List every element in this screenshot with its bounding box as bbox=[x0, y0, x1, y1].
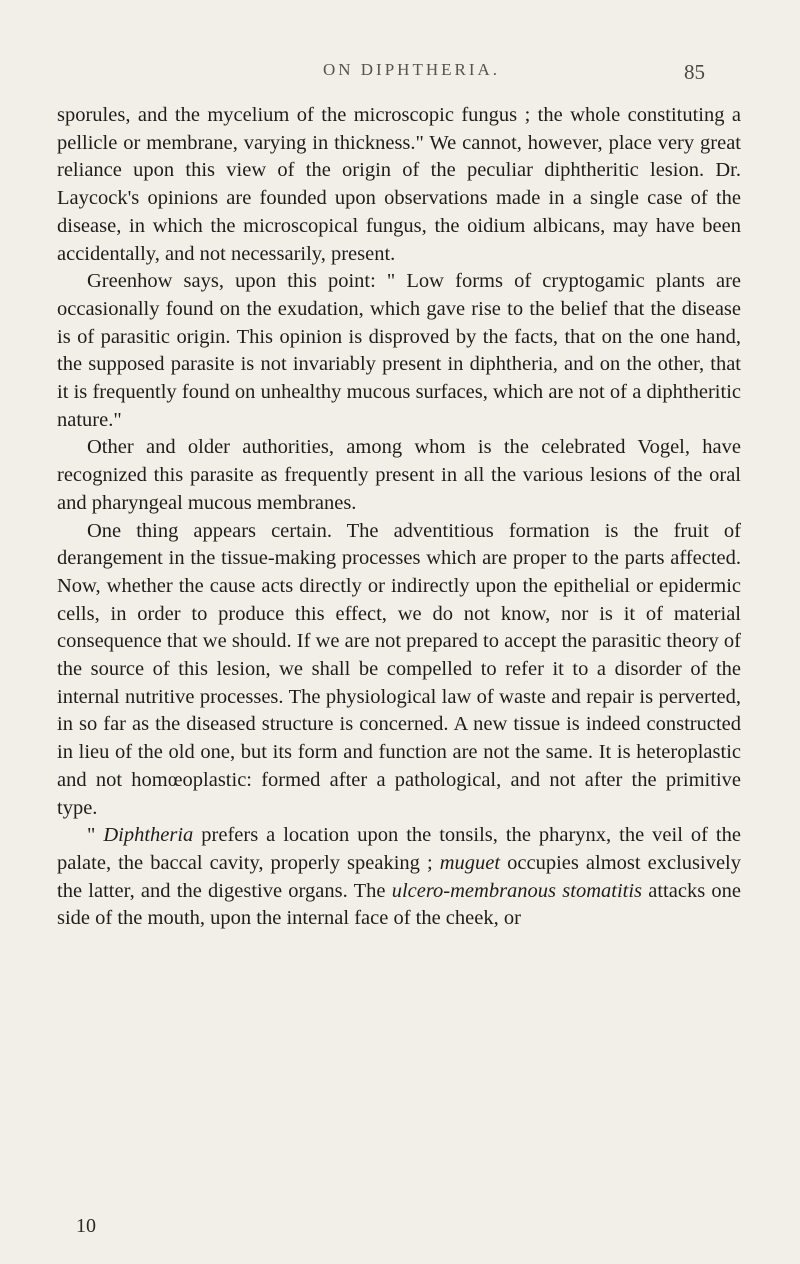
page-number: 85 bbox=[684, 60, 705, 84]
body-text bbox=[57, 102, 741, 933]
paragraph-5-text-1: prefers a location upon the tonsils, the pharynx, the veil of the palate, the baccal cavity, properly speaking ; bbox=[57, 824, 741, 874]
paragraph-4: One thing appears certain. The adventitious formation is the fruit of derangement in the tissue-making processes which are proper to the parts affected. Now, whether the cause acts directly or indirectly upon the epithelial or epidermic cells, in order to produce this effect, we do not know, nor is it of material consequence that we should. If we are not prepared to accept the parasitic theory of the source of this lesion, we shall be compelled to refer it to a disorder of the internal nutritive processes. The physiological law of waste and repair is perverted, in so far as the diseased structure is concerned. A new tissue is indeed constructed in lieu of the old one, but its form and function are not the same. It is heteroplastic and not homœoplastic: formed after a pathological, and not after the primitive type. bbox=[57, 519, 741, 819]
term-diphtheria: Diphtheria bbox=[103, 824, 194, 847]
paragraph-3: Other and older authorities, among whom is the celebrated Vogel, have recognized this parasite as frequently present in all the various lesions of the oral and pharyngeal mucous membranes. bbox=[57, 436, 741, 514]
paragraph-5 bbox=[57, 822, 741, 933]
paragraph-2: Greenhow says, upon this point: " Low forms of cryptogamic plants are occasionally found on the exudation, which gave rise to the belief that the disease is of parasitic origin. This opinion is disproved by the facts, that on the one hand, the supposed parasite is not invariably present in diphtheria, and on the other, that it is frequently found on unhealthy mucous surfaces, which are not of a diphtheritic nature." bbox=[57, 270, 741, 431]
term-ulcero-membranous-stomatitis: ulcero-membranous stomatitis bbox=[391, 879, 643, 902]
page-header bbox=[118, 60, 705, 90]
opening-quote: " bbox=[87, 824, 104, 847]
paragraph-1: sporules, and the mycelium of the microscopic fungus ; the whole constituting a pellicle or membrane, varying in thickness." We cannot, however, place very great reliance upon this view of the origin of the peculiar diphtheritic lesion. Dr. Laycock's opinions are founded upon observations made in a single case of the disease, in which the microscopical fungus, the oidium albicans, may have been accidentally, and not necessarily, present. bbox=[57, 104, 741, 265]
running-head: ON DIPHTHERIA. bbox=[322, 60, 501, 79]
signature-mark: 10 bbox=[76, 1215, 96, 1237]
paragraph-5-text-2: occupies almost exclusively the latter, and the digestive organs. The bbox=[57, 851, 741, 902]
paragraph-5-text-3: attacks one side of the mouth, upon the internal face of the cheek, or bbox=[57, 879, 742, 930]
term-muguet: muguet bbox=[439, 851, 501, 874]
